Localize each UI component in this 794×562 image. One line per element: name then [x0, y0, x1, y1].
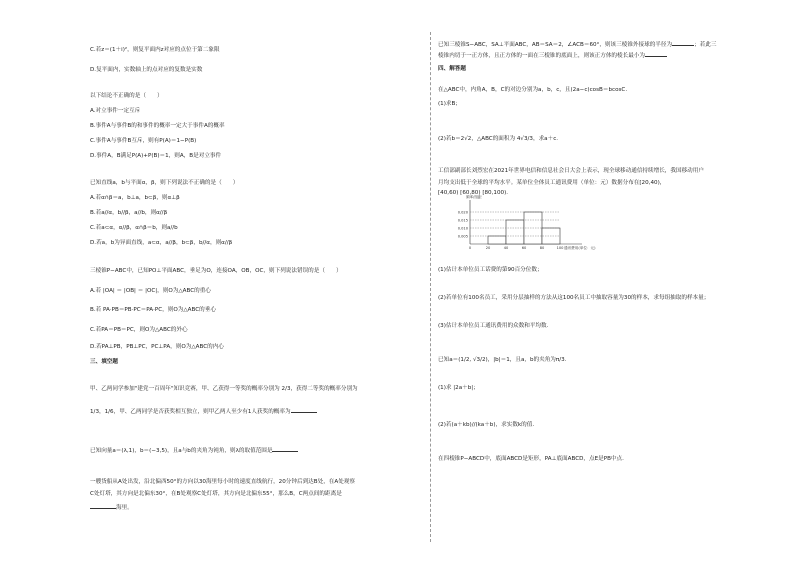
fill-question-line: 已知三棱锥S−ABC，SA⊥平面ABC，AB＝SA＝2，∠ACB＝60°，则该三棱锥外接球的半径为 ；若此三 — [438, 42, 717, 48]
option-c: C.若a⊂α，α//β，α∩β＝b，则a//b — [90, 225, 178, 231]
problem-part: (2)若b＝2√2，△ABC的面积为 4√3/3，求a＋c. — [438, 136, 559, 142]
histogram-chart — [440, 195, 596, 254]
problem-part: (3)估计本单位员工通讯费用的众数和平均数. — [438, 323, 549, 329]
fill-question-line: 一艘货船从A处出发，沿北偏西50°的方向以30海里每小时的速度直线航行，20分钟后到达B处，在A处观察 — [90, 479, 355, 485]
y-axis-title: 频率/组距 — [466, 195, 482, 199]
problem-stem: 在四棱锥P−ABCD中，底面ABCD是矩形，PA⊥底面ABCD，点E是PB中点. — [438, 456, 624, 462]
problem-part: (1)求 |2a＋b|； — [438, 385, 479, 391]
option-d: D.事件A，B满足P(A)+P(B)＝1，则A，B是对立事件 — [90, 153, 222, 159]
q-prev-option-c: C.若z＝(1＋i)²，则复平面内z对应的点位于第二象限 — [90, 47, 220, 53]
problem-part: (2)若(a＋kb)//(ka＋b)，求实数k的值. — [438, 422, 535, 428]
option-a: A.若 |OA| ＝ |OB| ＝ |OC|，则O为△ABC的重心 — [90, 288, 211, 294]
y-tick-label: 0.010 — [457, 226, 468, 231]
option-d: D.若a，b为异面直线，a⊂α，a//β，b⊂β，b//α，则α//β — [90, 240, 233, 246]
x-axis-title: 通讯费用(单位：元) — [564, 246, 596, 250]
x-tick-label: 80 — [539, 246, 545, 250]
answer-blank — [291, 407, 317, 413]
option-d: D.若PA⊥PB，PB⊥PC，PC⊥PA，则O为△ABC的内心 — [90, 344, 224, 350]
fill-question-line: 1/3，1/6，甲、乙两同学是否获奖相互独立，则甲乙两人至少有1人获奖的概率为 — [90, 407, 317, 416]
problem-part: (1)求B； — [438, 101, 461, 107]
fill-question-line: 海里。 — [90, 503, 133, 512]
x-tick-label: 0 — [468, 246, 472, 250]
option-c: C.事件A与事件B互斥，则有P(A)＝1−P(B) — [90, 138, 197, 144]
option-b: B.若 PA·PB＝PB·PC＝PA·PC，则O为△ABC的垂心 — [90, 307, 216, 313]
problem-stem: [40,60) [60,80) [80,100). — [438, 190, 509, 196]
y-tick-label: 0.015 — [457, 218, 468, 223]
problem-stem: 月均支出低于全球的平均水平。某单位全体员工通讯费用（单位：元）数据分布在[20,40)， — [438, 180, 666, 186]
problem-stem: 在△ABC中，内角A，B，C的对边分别为a，b，c，且(2a−c)cosB＝bcosC. — [438, 87, 628, 93]
answer-blank — [645, 51, 667, 57]
fill-question-line: 已知向量a＝(λ,1)，b＝(−3,5)，且a与b的夹角为钝角，则λ的取值范围是 — [90, 446, 298, 455]
fill-question-line: 棱锥内切于一正方体，且正方体的一面在三棱锥的底面上，则该正方体的棱长最小为 — [438, 51, 667, 60]
question-stem: 已知直线a，b与平面α，β，则下列说法不正确的是（ ） — [90, 180, 239, 186]
histogram-bar — [506, 220, 524, 244]
option-a: A.若α∩β＝a，b⊥a，b⊂β，则α⊥β — [90, 195, 180, 201]
option-a: A.对立事件一定互斥 — [90, 108, 141, 114]
column-divider — [430, 32, 431, 542]
problem-stem: 已知a＝(1/2, √3/2)，|b|＝1，且a，b的夹角为π/3. — [438, 357, 567, 363]
x-tick-label: 100 — [556, 246, 564, 250]
problem-stem: 工信部副部长刘烈宏在2021年世界电信和信息社会日大会上表示，现全球移动通信持续增长，我国移动用户 — [438, 168, 704, 174]
section-title: 三、填空题 — [90, 359, 118, 365]
answer-blank — [90, 503, 116, 509]
q-prev-option-d: D.复平面内，实数轴上的点对应的复数是实数 — [90, 67, 203, 73]
option-b: B.事件A与事件B的和事件的概率一定大于事件A的概率 — [90, 123, 225, 129]
fill-question-line: 甲、乙两同学参加"建党一百周年"知识竞赛，甲、乙获得一等奖的概率分别为 2/3，获得二等奖的概率分别为 — [90, 386, 358, 392]
y-tick-label: 0.020 — [457, 210, 468, 215]
option-b: B.若a//α，b//β，a//b，则α//β — [90, 210, 168, 216]
problem-part: (2)若单位有100名员工，采用分层抽样的方法从这100名员工中抽取容量为30的样本，求每组抽取的样本量； — [438, 295, 710, 301]
histogram-bar — [488, 236, 506, 244]
question-stem: 三棱锥P−ABC中，已知PO⊥平面ABC，垂足为O，连接OA，OB，OC，则下列说法错误的是（ ） — [90, 268, 342, 274]
fill-question-line: C处灯塔，其方向是北偏东30°，在B处观察C处灯塔，其方向是北偏东55°，那么B，C两点间的距离是 — [90, 491, 342, 497]
problem-part: (1)估计本单位员工话费的第90百分位数； — [438, 267, 543, 273]
section-title: 四、解答题 — [438, 66, 466, 72]
question-stem: 以下结论不正确的是（ ） — [90, 93, 163, 99]
x-tick-label: 60 — [521, 246, 527, 250]
option-c: C.若PA＝PB＝PC，则O为△ABC的外心 — [90, 327, 188, 333]
answer-blank — [672, 40, 694, 46]
x-tick-label: 40 — [503, 246, 509, 250]
answer-blank — [272, 446, 298, 452]
y-tick-label: 0.005 — [457, 234, 468, 239]
x-tick-label: 20 — [485, 246, 491, 250]
